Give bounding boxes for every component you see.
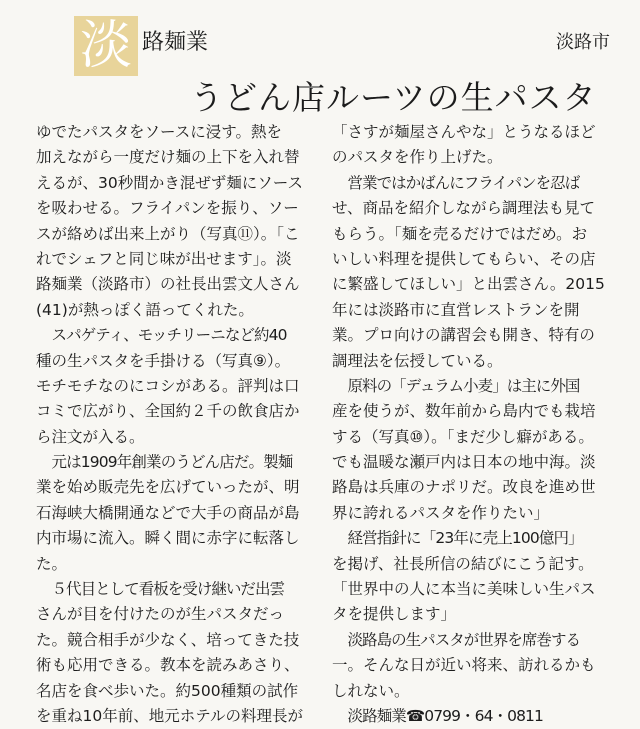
- article-line: 種の生パスタを手掛ける（写真⑨）。: [36, 351, 291, 370]
- article-line: を掲げ、社長所信の結びにこう記す。: [332, 554, 594, 573]
- article-line: 元は1909年創業のうどん店だ。製麺: [51, 453, 293, 472]
- article-line: 石海峡大橋開通などで大手の商品が島: [36, 503, 300, 522]
- article-line: でも温暖な瀬戸内は日本の地中海。淡: [332, 453, 596, 472]
- article-line: モチモチなのにコシがある。評判は口: [36, 376, 300, 395]
- article-line: た。: [36, 554, 68, 573]
- article-line: れでシェフと同じ味が出せます」。淡: [36, 249, 292, 268]
- article-line: ５代目として看板を受け継いだ出雲: [51, 580, 285, 599]
- article-line: 経営指針に「23年に売上100億円」: [347, 529, 583, 548]
- article-line: 一。そんな日が近い将来、訪れるかも: [332, 656, 596, 675]
- article-line: 産を使うが、数年前から島内でも栽培: [332, 402, 596, 421]
- article-headline: うどん店ルーツの生パスタ: [190, 78, 597, 117]
- article-line: 界に誇れるパスタを作りたい」: [332, 503, 550, 522]
- article-line: (41)が熱っぽく語ってくれた。: [36, 300, 254, 319]
- article-column-right: [332, 120, 626, 729]
- article-line: ゆでたパスタをソースに浸す。熱を: [36, 123, 282, 141]
- article-line: を重ね10年前、地元ホテルの料理長が: [36, 706, 303, 725]
- article-line: さんが目を付けたのが生パスタだっ: [36, 605, 285, 624]
- company-kanji-mark: [74, 16, 138, 76]
- article-line: 業。プロ向けの講習会も開き、特有の: [332, 326, 595, 345]
- article-line: を吸わせる。フライパンを振り、ソー: [36, 199, 299, 218]
- location-label: 淡路市: [556, 32, 610, 53]
- article-line: 淡路島の生パスタが世界を席巻する: [347, 630, 581, 649]
- article-line: しれない。: [332, 681, 410, 700]
- article-line: のパスタを作り上げた。: [332, 148, 503, 167]
- article-line: 原料の「デュラム小麦」は主に外国: [347, 376, 580, 395]
- article-line: する（写真⑩）。「まだ少し癖がある。: [332, 427, 594, 446]
- article-line: 年には淡路市に直営レストランを開: [332, 300, 580, 319]
- article-line: 術も応用できる。教本を読みあさり、: [36, 656, 300, 675]
- article-column-left: [36, 120, 332, 729]
- article-line: 業を始め販売先を広げていったが、明: [36, 478, 300, 497]
- company-name: 路麺業: [142, 30, 209, 55]
- article-line: 「世界中の人に本当に美味しい生パス: [332, 580, 596, 599]
- article-line: た。競合相手が少なく、培ってきた技: [36, 630, 300, 649]
- article-line: もらう。「麺を売るだけではだめ。お: [332, 224, 588, 243]
- article-line: 加えながら一度だけ麺の上下を入れ替: [36, 148, 300, 167]
- article-line: えるが、30秒間かき混ぜず麺にソース: [36, 173, 303, 192]
- article-line: 調理法を伝授している。: [332, 351, 503, 370]
- article-line: いしい料理を提供してもらい、その店: [332, 249, 596, 268]
- article-line: 内市場に流入。瞬く間に赤字に転落し: [36, 529, 300, 548]
- article-line: スが絡めば出来上がり（写真⑪）。「こ: [36, 224, 300, 243]
- article-line: せ、商品を紹介しながら調理法も見て: [332, 199, 596, 218]
- article-line: ら注文が入る。: [36, 427, 145, 446]
- kanji-mark-text: 淡: [79, 16, 132, 76]
- article-line: 営業ではかばんにフライパンを忍ば: [347, 173, 580, 192]
- article-line: 路島は兵庫のナポリだ。改良を進め世: [332, 478, 596, 497]
- article-line: 名店を食べ歩いた。約500種類の試作: [36, 681, 299, 700]
- article-line: スパゲティ、モッチリーニなど約40: [51, 326, 287, 345]
- article-line: に繁盛してほしい」と出雲さん。2015: [332, 275, 605, 294]
- article-line: 路麺業（淡路市）の社長出雲文人さん: [36, 275, 300, 294]
- article-line: 淡路麺業☎0799・64・0811: [347, 706, 543, 725]
- article-line: 「さすが麺屋さんやな」とうなるほど: [332, 123, 596, 141]
- article-line: タを提供します」: [332, 605, 457, 624]
- article-line: コミで広がり、全国約２千の飲食店か: [36, 402, 300, 421]
